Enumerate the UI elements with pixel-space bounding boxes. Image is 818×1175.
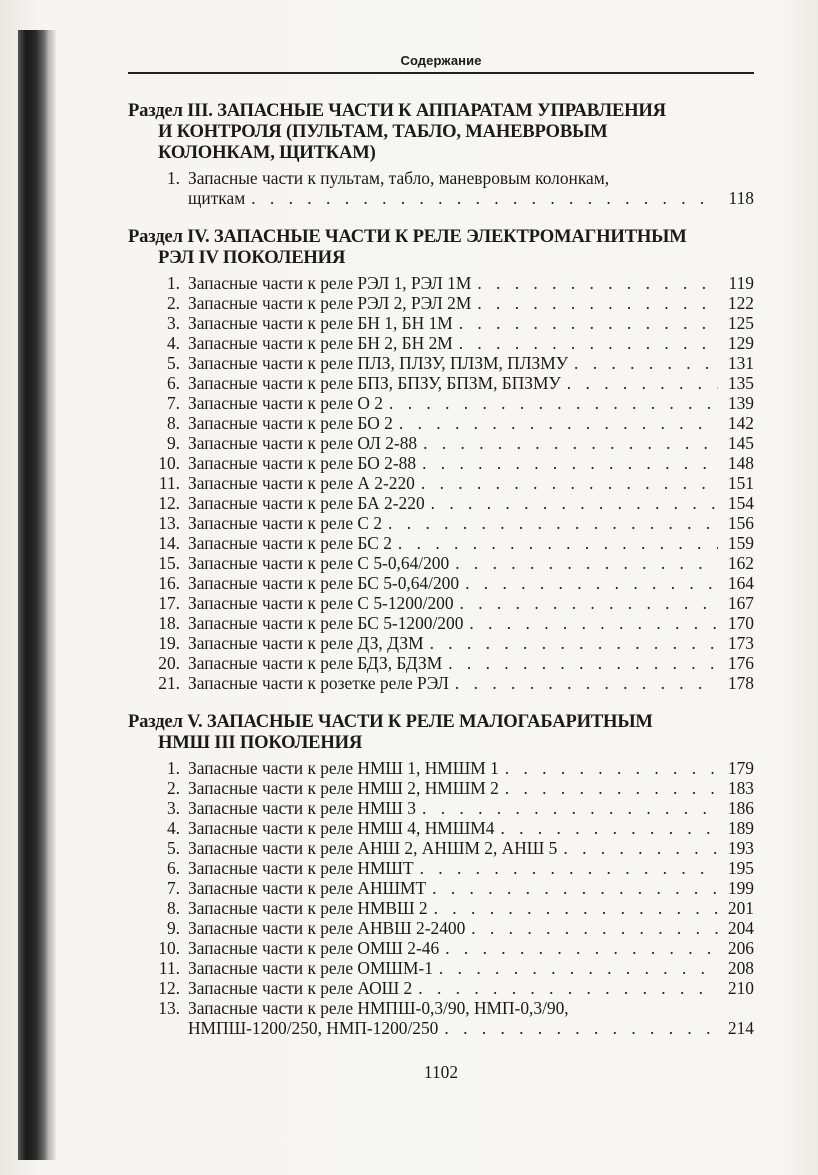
toc-entry[interactable] — [128, 958, 754, 978]
dot-leader — [432, 878, 718, 898]
toc-entry[interactable] — [128, 838, 754, 858]
dot-leader — [477, 273, 718, 293]
dot-leader — [471, 918, 718, 938]
entry-title: Запасные части к пультам, табло, маневровым колонкам, — [188, 168, 610, 188]
entry-title: Запасные части к реле БО 2 — [188, 413, 393, 433]
entry-title: Запасные части к реле ОМШ 2-46 — [188, 938, 440, 958]
entry-title: Запасные части к реле ПЛЗ, ПЛЗУ, ПЛЗМ, ПЛЗМУ — [188, 353, 569, 373]
section-heading-line: Раздел III. ЗАПАСНЫЕ ЧАСТИ К АППАРАТАМ УПРАВЛЕНИЯ — [128, 100, 666, 121]
dot-leader — [563, 838, 718, 858]
section-heading — [128, 711, 754, 753]
dot-leader — [431, 493, 718, 513]
entry-title: Запасные части к реле АНВШ 2-2400 — [188, 918, 466, 938]
entry-page-number: 148 — [727, 453, 754, 473]
entry-number: 20. — [158, 653, 180, 673]
header-rule — [128, 72, 754, 74]
running-header: Содержание — [400, 53, 482, 68]
toc-entry[interactable] — [128, 778, 754, 798]
entry-page-number: 162 — [727, 553, 754, 573]
entry-page-number: 129 — [727, 333, 754, 353]
entry-number: 9. — [166, 918, 180, 938]
entry-number: 7. — [166, 393, 180, 413]
entry-title: Запасные части к реле О 2 — [188, 393, 383, 413]
entry-number: 13. — [158, 513, 180, 533]
toc-sections — [128, 100, 754, 1038]
entry-number: 10. — [158, 938, 180, 958]
entry-title: Запасные части к реле НМШ 3 — [188, 798, 417, 818]
entry-number: 2. — [166, 293, 180, 313]
entry-title: Запасные части к реле НМШ 1, НМШМ 1 — [188, 758, 499, 778]
entry-title: Запасные части к реле АНШ 2, АНШМ 2, АНШ 5 — [188, 838, 558, 858]
entry-title: Запасные части к реле БН 1, БН 1М — [188, 313, 453, 333]
dot-leader — [477, 293, 718, 313]
entry-page-number: 122 — [727, 293, 754, 313]
dot-leader — [434, 898, 718, 918]
toc-entry-list — [128, 758, 754, 1038]
dot-leader — [389, 393, 718, 413]
dot-leader — [251, 188, 718, 208]
page-number: 1102 — [423, 1062, 459, 1082]
section-heading-line: Раздел V. ЗАПАСНЫЕ ЧАСТИ К РЕЛЕ МАЛОГАБАРИТНЫМ — [128, 711, 653, 732]
entry-title: Запасные части к реле ДЗ, ДЗМ — [188, 633, 424, 653]
entry-title: Запасные части к реле БДЗ, БДЗМ — [188, 653, 443, 673]
entry-page-number: 173 — [727, 633, 754, 653]
section-heading-line: КОЛОНКАМ, ЩИТКАМ) — [158, 142, 376, 163]
toc-entry[interactable] — [128, 633, 754, 653]
toc-entry[interactable] — [128, 513, 754, 533]
dot-leader — [455, 673, 718, 693]
entry-title-continuation: щиткам — [188, 188, 246, 208]
entry-number: 12. — [158, 978, 180, 998]
entry-number: 2. — [166, 778, 180, 798]
entry-number: 3. — [166, 313, 180, 333]
dot-leader — [398, 533, 718, 553]
entry-title: Запасные части к реле БС 2 — [188, 533, 392, 553]
entry-page-number: 151 — [727, 473, 754, 493]
entry-page-number: 193 — [727, 838, 754, 858]
dot-leader — [459, 333, 718, 353]
entry-number: 14. — [158, 533, 180, 553]
toc-entry[interactable] — [128, 758, 754, 778]
dot-leader — [418, 978, 718, 998]
entry-page-number: 210 — [727, 978, 754, 998]
entry-number: 11. — [158, 958, 180, 978]
toc-entry[interactable] — [128, 653, 754, 673]
entry-title: Запасные части к реле С 5-0,64/200 — [188, 553, 450, 573]
entry-title: Запасные части к реле АНШМТ — [188, 878, 427, 898]
entry-number: 1. — [166, 168, 180, 188]
toc-section — [128, 711, 754, 1038]
entry-number: 3. — [166, 798, 180, 818]
entry-title: Запасные части к реле БС 5-1200/200 — [188, 613, 464, 633]
section-heading-line: Раздел IV. ЗАПАСНЫЕ ЧАСТИ К РЕЛЕ ЭЛЕКТРОМАГНИТНЫМ — [128, 226, 687, 247]
entry-number: 11. — [158, 473, 180, 493]
dot-leader — [567, 373, 718, 393]
entry-number: 8. — [166, 413, 180, 433]
entry-title: Запасные части к реле РЭЛ 2, РЭЛ 2М — [188, 293, 472, 313]
section-heading-line: РЭЛ IV ПОКОЛЕНИЯ — [158, 247, 346, 268]
dot-leader — [469, 613, 718, 633]
entry-title: Запасные части к реле ОЛ 2-88 — [188, 433, 418, 453]
entry-number: 4. — [166, 818, 180, 838]
book-spine-shadow — [18, 30, 50, 1160]
entry-page-number: 208 — [727, 958, 754, 978]
toc-section — [128, 100, 754, 208]
entry-page-number: 135 — [727, 373, 754, 393]
entry-title: Запасные части к реле БН 2, БН 2М — [188, 333, 453, 353]
entry-page-number: 119 — [728, 273, 754, 293]
toc-entry[interactable] — [128, 798, 754, 818]
dot-leader — [423, 433, 718, 453]
entry-number: 4. — [166, 333, 180, 353]
entry-page-number: 206 — [727, 938, 754, 958]
dot-leader — [505, 778, 718, 798]
dot-leader — [505, 758, 718, 778]
entry-title: Запасные части к реле ОМШМ-1 — [188, 958, 433, 978]
entry-number: 17. — [158, 593, 180, 613]
toc-entry[interactable] — [128, 493, 754, 513]
entry-number: 19. — [158, 633, 180, 653]
dot-leader — [422, 453, 718, 473]
entry-page-number: 178 — [727, 673, 754, 693]
toc-entry[interactable] — [128, 613, 754, 633]
section-heading — [128, 226, 754, 268]
toc-entry[interactable] — [128, 673, 754, 693]
entry-page-number: 204 — [727, 918, 754, 938]
entry-page-number: 131 — [727, 353, 754, 373]
toc-entry[interactable] — [128, 898, 754, 918]
entry-page-number: 186 — [727, 798, 754, 818]
toc-entry[interactable] — [128, 453, 754, 473]
entry-page-number: 176 — [727, 653, 754, 673]
dot-leader — [421, 473, 718, 493]
entry-page-number: 125 — [727, 313, 754, 333]
entry-title: Запасные части к реле АОШ 2 — [188, 978, 413, 998]
toc-entry-list — [128, 273, 754, 693]
toc-entry[interactable] — [128, 918, 754, 938]
toc-entry[interactable] — [128, 353, 754, 373]
toc-entry[interactable] — [128, 393, 754, 413]
toc-entry-continuation[interactable] — [128, 1018, 754, 1038]
entry-page-number: 118 — [728, 188, 754, 208]
toc-entry[interactable] — [128, 293, 754, 313]
entry-number: 7. — [166, 878, 180, 898]
table-of-contents — [128, 50, 754, 1056]
entry-number: 1. — [166, 758, 180, 778]
dot-leader — [444, 1018, 718, 1038]
dot-leader — [460, 593, 718, 613]
entry-title: Запасные части к реле НМВШ 2 — [188, 898, 428, 918]
dot-leader — [420, 858, 718, 878]
entry-number: 21. — [158, 673, 180, 693]
toc-entry[interactable] — [128, 858, 754, 878]
dot-leader — [422, 798, 718, 818]
entry-title: Запасные части к реле НМШТ — [188, 858, 414, 878]
entry-number: 5. — [166, 353, 180, 373]
entry-title: Запасные части к реле РЭЛ 1, РЭЛ 1М — [188, 273, 472, 293]
dot-leader — [445, 938, 718, 958]
toc-entry[interactable] — [128, 433, 754, 453]
dot-leader — [439, 958, 718, 978]
entry-title: Запасные части к реле БО 2-88 — [188, 453, 417, 473]
entry-page-number: 189 — [727, 818, 754, 838]
dot-leader — [455, 553, 718, 573]
toc-entry[interactable] — [128, 878, 754, 898]
dot-leader — [500, 818, 718, 838]
toc-entry[interactable] — [128, 533, 754, 553]
entry-number: 15. — [158, 553, 180, 573]
entry-number: 9. — [166, 433, 180, 453]
toc-entry[interactable] — [128, 938, 754, 958]
entry-title: Запасные части к реле БПЗ, БПЗУ, БПЗМ, БПЗМУ — [188, 373, 561, 393]
entry-page-number: 170 — [727, 613, 754, 633]
entry-number: 6. — [166, 373, 180, 393]
entry-title: Запасные части к реле НМПШ-0,3/90, НМП-0,3/90, — [188, 998, 569, 1018]
entry-page-number: 214 — [727, 1018, 754, 1038]
entry-page-number: 156 — [727, 513, 754, 533]
entry-title: Запасные части к реле БС 5-0,64/200 — [188, 573, 460, 593]
toc-entry[interactable] — [128, 593, 754, 613]
dot-leader — [465, 573, 718, 593]
entry-number: 18. — [158, 613, 180, 633]
entry-number: 16. — [158, 573, 180, 593]
entry-page-number: 199 — [727, 878, 754, 898]
dot-leader — [448, 653, 718, 673]
toc-entry[interactable] — [128, 978, 754, 998]
toc-entry[interactable] — [128, 998, 754, 1018]
toc-section — [128, 226, 754, 693]
dot-leader — [388, 513, 718, 533]
entry-page-number: 142 — [727, 413, 754, 433]
toc-entry[interactable] — [128, 413, 754, 433]
toc-entry[interactable] — [128, 333, 754, 353]
entry-number: 5. — [166, 838, 180, 858]
entry-page-number: 183 — [727, 778, 754, 798]
entry-number: 8. — [166, 898, 180, 918]
toc-entry[interactable] — [128, 168, 754, 188]
entry-number: 10. — [158, 453, 180, 473]
entry-number: 12. — [158, 493, 180, 513]
toc-entry[interactable] — [128, 473, 754, 493]
entry-page-number: 154 — [727, 493, 754, 513]
section-heading — [128, 100, 754, 163]
page-gutter — [50, 30, 56, 1160]
entry-number: 13. — [158, 998, 180, 1018]
entry-page-number: 179 — [727, 758, 754, 778]
toc-entry[interactable] — [128, 573, 754, 593]
entry-title-continuation: НМПШ-1200/250, НМП-1200/250 — [188, 1018, 439, 1038]
toc-entry[interactable] — [128, 553, 754, 573]
toc-entry[interactable] — [128, 273, 754, 293]
section-heading-line: НМШ III ПОКОЛЕНИЯ — [158, 732, 363, 753]
section-heading-line: И КОНТРОЛЯ (ПУЛЬТАМ, ТАБЛО, МАНЕВРОВЫМ — [158, 121, 608, 142]
toc-entry[interactable] — [128, 818, 754, 838]
entry-number: 6. — [166, 858, 180, 878]
entry-page-number: 159 — [727, 533, 754, 553]
toc-entry-continuation[interactable] — [128, 188, 754, 208]
entry-page-number: 164 — [727, 573, 754, 593]
entry-title: Запасные части к реле НМШ 4, НМШМ4 — [188, 818, 495, 838]
toc-entry[interactable] — [128, 313, 754, 333]
dot-leader — [574, 353, 718, 373]
dot-leader — [459, 313, 718, 333]
entry-number: 1. — [166, 273, 180, 293]
entry-page-number: 139 — [727, 393, 754, 413]
entry-title: Запасные части к розетке реле РЭЛ — [188, 673, 449, 693]
entry-page-number: 167 — [727, 593, 754, 613]
entry-title: Запасные части к реле С 2 — [188, 513, 383, 533]
dot-leader — [430, 633, 718, 653]
entry-title: Запасные части к реле НМШ 2, НМШМ 2 — [188, 778, 499, 798]
entry-title: Запасные части к реле С 5-1200/200 — [188, 593, 454, 613]
entry-title: Запасные части к реле А 2-220 — [188, 473, 415, 493]
toc-entry-list — [128, 168, 754, 208]
entry-page-number: 195 — [727, 858, 754, 878]
entry-page-number: 201 — [727, 898, 754, 918]
toc-entry[interactable] — [128, 373, 754, 393]
entry-page-number: 145 — [727, 433, 754, 453]
dot-leader — [399, 413, 718, 433]
entry-title: Запасные части к реле БА 2-220 — [188, 493, 425, 513]
